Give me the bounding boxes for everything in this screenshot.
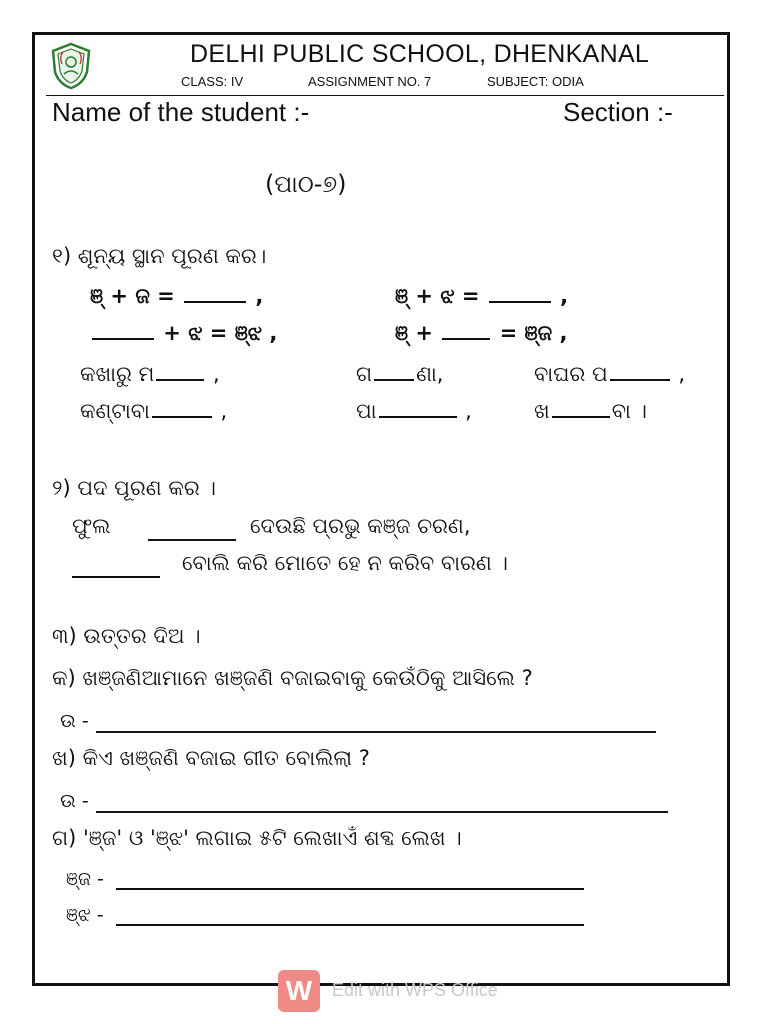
q1-r3a-pre: କଖାରୁ ମ (80, 362, 155, 386)
wps-watermark-text: Edit with WPS Office (332, 980, 498, 1000)
q1-row1-left (90, 284, 263, 309)
q2-line2-blank[interactable] (72, 576, 160, 578)
q1-r2b-post: = ଞ୍ଜ , (492, 321, 568, 345)
q1-r1a-pre: ଞ୍ + ଜ = (90, 284, 183, 308)
fill-blank[interactable] (374, 378, 414, 381)
q1-row3-b (356, 362, 443, 387)
q1-r4c-pre: ଖ (534, 399, 550, 423)
q2-title: ୨) ପଦ ପୂରଣ କର । (52, 476, 216, 500)
q1-r4c-post: ବା । (611, 399, 647, 423)
q1-row4-c (534, 399, 647, 424)
q1-r4a-post: , (213, 399, 228, 423)
q1-row4-b (356, 399, 472, 424)
q3-ka-answer-label: ଉ - (60, 710, 89, 732)
q3-kha: ଖ) କିଏ ଖଞ୍ଜଣି ବଜାଇ ଗୀତ ବୋଲିଲା ? (52, 746, 370, 770)
q2-line1-pre: ଫୁଲ (72, 514, 111, 538)
q1-r3a-post: , (206, 362, 220, 386)
q1-row2-left (90, 321, 277, 346)
q3-title: ୩) ଉତ୍ତର ଦିଅ । (52, 624, 201, 648)
q3-ka: କ) ଖଞ୍ଜଣିଆମାନେ ଖଞ୍ଜଣି ବଜାଇବାକୁ କେଉଁଠିକୁ ଆସିଲେ ? (52, 666, 533, 690)
q3-kha-answer-label: ଉ - (60, 790, 89, 812)
school-name: DELHI PUBLIC SCHOOL, DHENKANAL (190, 40, 650, 68)
wps-logo-icon: W (278, 970, 320, 1012)
q1-r4a-pre: କଣ୍ଟାବା (80, 399, 150, 423)
student-name-label: Name of the student :- (52, 97, 310, 127)
header-divider (46, 95, 724, 96)
q1-row4-a (80, 399, 227, 424)
q3-ka-answer-line[interactable] (96, 731, 656, 733)
q3-ga-item2-label: ଞ୍ଝ - (66, 904, 104, 926)
q1-r3c-post: , (671, 362, 686, 386)
q1-r3b-pre: ଗ (356, 362, 373, 386)
fill-blank[interactable] (489, 300, 551, 303)
q1-row2-right (395, 321, 567, 346)
lesson-title: (ପାଠ-୭) (265, 170, 347, 198)
fill-blank[interactable] (152, 415, 212, 418)
fill-blank[interactable] (442, 337, 490, 340)
q1-title: ୧) ଶୂନ୍ୟ ସ୍ଥାନ ପୂରଣ କର। (52, 244, 267, 268)
school-logo-icon (50, 42, 92, 90)
q2-line1-blank[interactable] (148, 539, 236, 541)
subject-label: SUBJECT: ODIA (487, 74, 584, 89)
q1-r4b-pre: ପା (356, 399, 377, 423)
fill-blank[interactable] (184, 300, 246, 303)
q3-kha-answer-line[interactable] (96, 811, 668, 813)
q3-ga-item1-label: ଞ୍ଜ - (66, 868, 104, 890)
class-label: CLASS: IV (181, 74, 244, 89)
assignment-label: ASSIGNMENT NO. 7 (308, 74, 432, 89)
q3-ga: ଗ) 'ଞ୍ଜ' ଓ 'ଞ୍ଝ' ଲଗାଇ ୫ଟି ଲେଖାଏଁ ଶବ୍ଦ ଲେଖ । (52, 826, 462, 850)
q1-r1b-post: , (552, 284, 569, 308)
q1-row3-c (534, 362, 685, 387)
q1-row1-right (395, 284, 568, 309)
fill-blank[interactable] (552, 415, 610, 418)
q1-r1b-pre: ଞ୍ + ଝ = (395, 284, 487, 308)
q1-r3c-pre: ବାଘର ପ (534, 362, 608, 386)
q1-r4b-post: , (458, 399, 472, 423)
q1-r3b-post: ଣା, (416, 362, 444, 386)
fill-blank[interactable] (379, 415, 457, 418)
q3-ga-item2-line[interactable] (116, 924, 584, 926)
q1-r2b-pre: ଞ୍ + (395, 321, 441, 345)
section-label: Section :- (563, 97, 673, 127)
wps-watermark (278, 970, 518, 1014)
fill-blank[interactable] (610, 378, 670, 381)
q1-r1a-post: , (248, 284, 264, 308)
fill-blank[interactable] (92, 337, 154, 340)
q1-r2a-post: + ଝ = ଞ୍ଝ , (156, 321, 278, 345)
q1-row3-a (80, 362, 220, 387)
fill-blank[interactable] (156, 378, 204, 381)
q3-ga-item1-line[interactable] (116, 888, 584, 890)
q2-line1-post: ଦେଉଛି ପ୍ରଭୁ କଞ୍ଜ ଚରଣ, (250, 514, 471, 538)
q2-line2-post: ବୋଲି କରି ମୋତେ ହେ ନ କରିବ ବାରଣ । (182, 551, 508, 575)
